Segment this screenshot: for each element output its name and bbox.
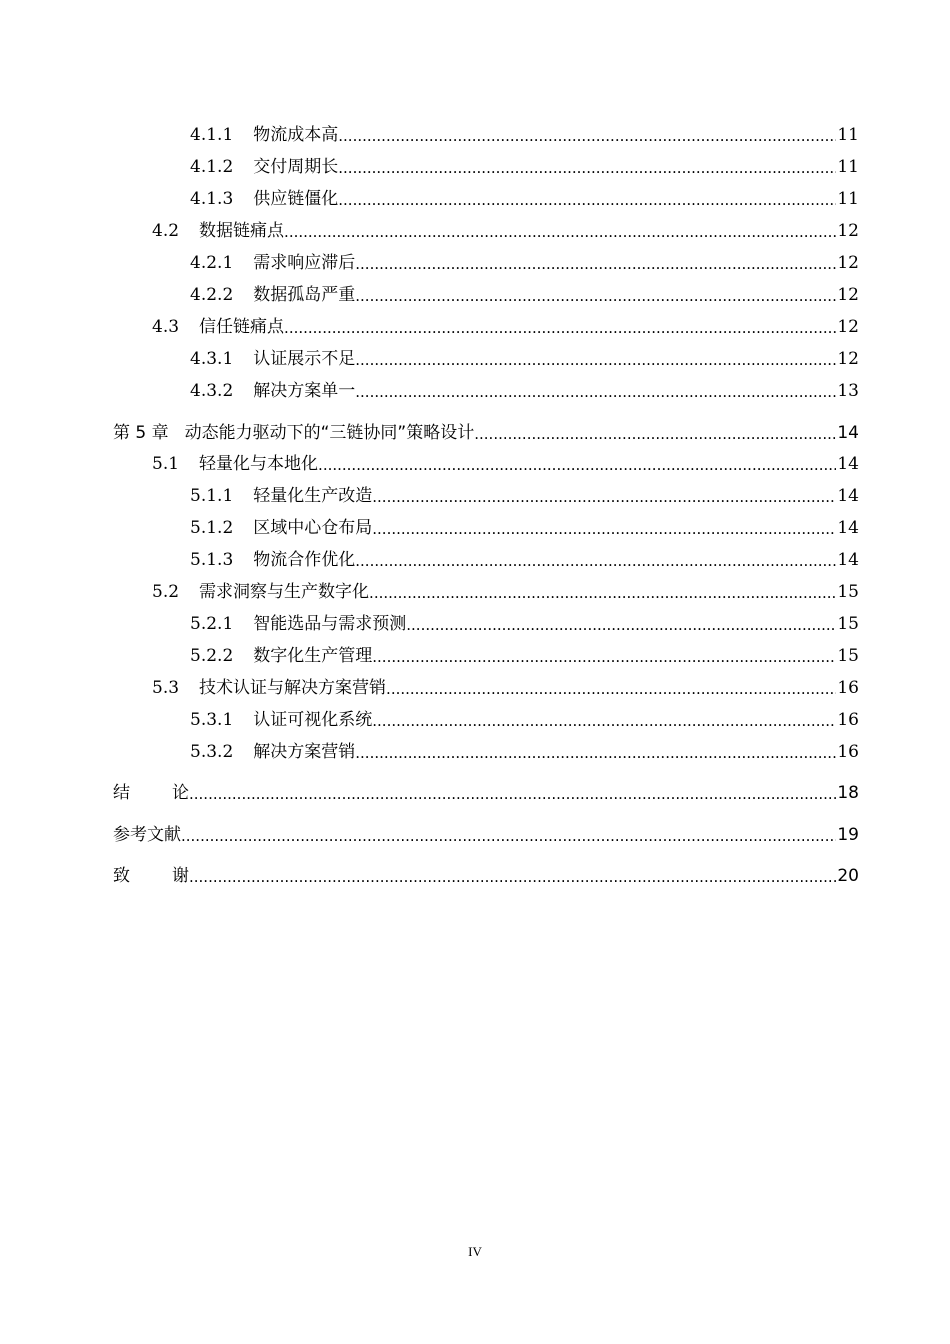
toc-entry-4-2-2[interactable] bbox=[0, 280, 950, 306]
page-number: 14 bbox=[837, 550, 859, 570]
page-number: 16 bbox=[837, 710, 859, 730]
toc-entry-4-3[interactable] bbox=[0, 312, 950, 338]
section-title: 数据链痛点 bbox=[199, 221, 285, 241]
section-number: 4.2 bbox=[152, 221, 180, 241]
toc-entry-5-3[interactable] bbox=[0, 673, 950, 699]
page-number: 13 bbox=[837, 381, 859, 401]
dot-leader bbox=[372, 519, 836, 539]
section-number: 4.3.1 bbox=[190, 349, 234, 369]
section-title: 物流成本高 bbox=[253, 125, 339, 145]
dot-leader bbox=[355, 286, 836, 306]
section-title: 数据孤岛严重 bbox=[253, 285, 356, 305]
section-title: 认证展示不足 bbox=[253, 349, 356, 369]
toc-entry-references[interactable] bbox=[0, 820, 950, 846]
section-number: 4.2.1 bbox=[190, 253, 234, 273]
section-number: 5.2 bbox=[152, 582, 180, 602]
page-number: 12 bbox=[837, 253, 859, 273]
section-number: 5.1.1 bbox=[190, 486, 234, 506]
dot-leader bbox=[181, 826, 836, 846]
page-number: 19 bbox=[837, 825, 859, 845]
section-number: 4.1.1 bbox=[190, 125, 234, 145]
toc-entry-4-2-1[interactable] bbox=[0, 248, 950, 274]
section-number: 5.1.2 bbox=[190, 518, 234, 538]
toc-entry-4-1-1[interactable] bbox=[0, 120, 950, 146]
section-number: 5.2.1 bbox=[190, 614, 234, 634]
section-number: 5.1.3 bbox=[190, 550, 234, 570]
section-number: 5.2.2 bbox=[190, 646, 234, 666]
page-footer-number: IV bbox=[468, 1244, 482, 1259]
dot-leader bbox=[372, 487, 836, 507]
page-number: 15 bbox=[837, 614, 859, 634]
section-title: 需求洞察与生产数字化 bbox=[199, 582, 370, 602]
chapter-title: 动态能力驱动下的“三链协同”策略设计 bbox=[184, 423, 475, 443]
dot-leader bbox=[406, 615, 836, 635]
dot-leader bbox=[284, 222, 836, 242]
dot-leader bbox=[355, 743, 836, 763]
section-title: 智能选品与需求预测 bbox=[253, 614, 407, 634]
dot-leader bbox=[474, 424, 836, 444]
dot-leader bbox=[338, 126, 836, 146]
page-number: 11 bbox=[837, 157, 859, 177]
dot-leader bbox=[355, 382, 836, 402]
toc-entry-4-3-2[interactable] bbox=[0, 376, 950, 402]
section-title: 区域中心仓布局 bbox=[253, 518, 373, 538]
page-number: 12 bbox=[837, 221, 859, 241]
dot-leader bbox=[372, 711, 836, 731]
section-title: 轻量化与本地化 bbox=[199, 454, 319, 474]
page-number: 16 bbox=[837, 742, 859, 762]
section-number: 4.1.3 bbox=[190, 189, 234, 209]
dot-leader bbox=[369, 583, 836, 603]
toc-entry-5-2-2[interactable] bbox=[0, 641, 950, 667]
toc-entry-5-2-1[interactable] bbox=[0, 609, 950, 635]
page-number: 18 bbox=[837, 783, 859, 803]
dot-leader bbox=[318, 455, 836, 475]
page-number: 15 bbox=[837, 646, 859, 666]
toc-entry-acknowledgements[interactable] bbox=[0, 861, 950, 887]
page-number: 15 bbox=[837, 582, 859, 602]
toc-entry-5-1-1[interactable] bbox=[0, 481, 950, 507]
page-number: 20 bbox=[837, 866, 859, 886]
page-number: 12 bbox=[837, 285, 859, 305]
toc-entry-4-1-2[interactable] bbox=[0, 152, 950, 178]
page-number: 14 bbox=[837, 423, 859, 443]
dot-leader bbox=[189, 784, 836, 804]
page-number: 11 bbox=[837, 189, 859, 209]
section-number: 5.3 bbox=[152, 678, 180, 698]
section-number: 5.3.1 bbox=[190, 710, 234, 730]
section-number: 4.3 bbox=[152, 317, 180, 337]
toc-entry-5-3-1[interactable] bbox=[0, 705, 950, 731]
section-title: 认证可视化系统 bbox=[253, 710, 373, 730]
section-title: 技术认证与解决方案营销 bbox=[199, 678, 387, 698]
toc-entry-5-1-3[interactable] bbox=[0, 545, 950, 571]
section-title: 信任链痛点 bbox=[199, 317, 285, 337]
section-title: 物流合作优化 bbox=[253, 550, 356, 570]
section-title: 需求响应滞后 bbox=[253, 253, 356, 273]
page-number: 11 bbox=[837, 125, 859, 145]
page-number: 14 bbox=[837, 454, 859, 474]
toc-entry-chapter-5[interactable] bbox=[0, 418, 950, 444]
dot-leader bbox=[355, 350, 836, 370]
toc-entry-4-2[interactable] bbox=[0, 216, 950, 242]
dot-leader bbox=[189, 867, 836, 887]
toc-entry-4-1-3[interactable] bbox=[0, 184, 950, 210]
section-title: 解决方案单一 bbox=[253, 381, 356, 401]
section-title: 解决方案营销 bbox=[253, 742, 356, 762]
section-title: 轻量化生产改造 bbox=[253, 486, 373, 506]
section-title: 供应链僵化 bbox=[253, 189, 339, 209]
chapter-title: 结论 bbox=[113, 783, 231, 803]
page-number: 16 bbox=[837, 678, 859, 698]
dot-leader bbox=[338, 190, 836, 210]
page-number: 12 bbox=[837, 349, 859, 369]
dot-leader bbox=[284, 318, 836, 338]
toc-entry-conclusion[interactable] bbox=[0, 778, 950, 804]
section-number: 4.3.2 bbox=[190, 381, 234, 401]
section-number: 4.1.2 bbox=[190, 157, 234, 177]
section-number: 4.2.2 bbox=[190, 285, 234, 305]
section-title: 交付周期长 bbox=[253, 157, 339, 177]
toc-entry-4-3-1[interactable] bbox=[0, 344, 950, 370]
dot-leader bbox=[355, 254, 836, 274]
section-number: 5.3.2 bbox=[190, 742, 234, 762]
chapter-title: 参考文献 bbox=[113, 825, 181, 845]
chapter-title: 致谢 bbox=[113, 866, 231, 886]
page-number: 14 bbox=[837, 486, 859, 506]
toc-entry-5-2[interactable] bbox=[0, 577, 950, 603]
toc-entry-5-3-2[interactable] bbox=[0, 737, 950, 763]
toc-entry-5-1-2[interactable] bbox=[0, 513, 950, 539]
section-number: 5.1 bbox=[152, 454, 180, 474]
dot-leader bbox=[338, 158, 836, 178]
dot-leader bbox=[355, 551, 836, 571]
toc-entry-5-1[interactable] bbox=[0, 449, 950, 475]
dot-leader bbox=[372, 647, 836, 667]
dot-leader bbox=[386, 679, 836, 699]
chapter-number: 第 5 章 bbox=[113, 423, 169, 443]
page-number: 14 bbox=[837, 518, 859, 538]
section-title: 数字化生产管理 bbox=[253, 646, 373, 666]
page-number: 12 bbox=[837, 317, 859, 337]
